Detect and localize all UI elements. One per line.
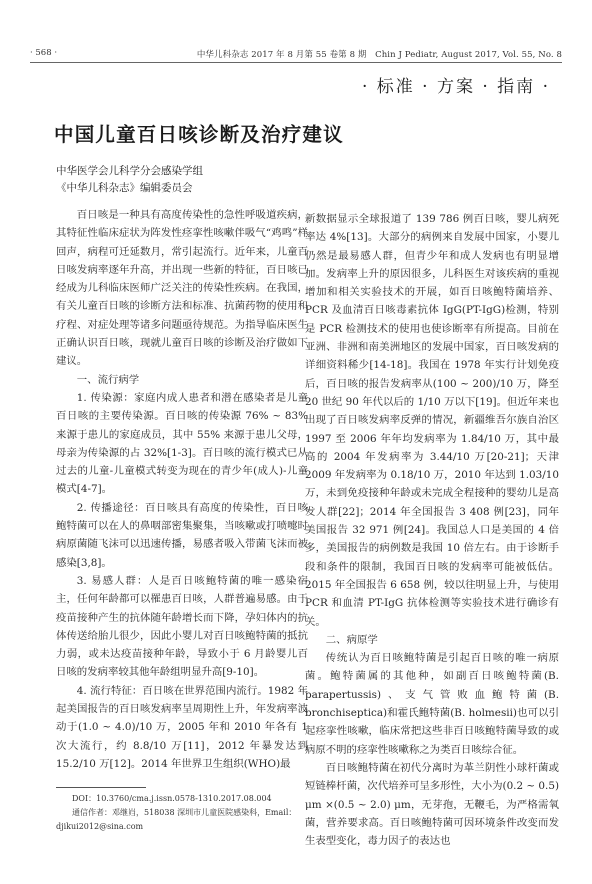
paragraph: 新数据显示全球报道了 139 786 例百日咳，婴儿病死率达 4%[13]。大部分的病例来自发展中国家，小婴儿仍然是最易感人群，但青少年和成人发病也有明显增加。发病率上升的原因很多，儿科医生对该疾病的重视增加和相关实验技术的开展，如百日咳鲍特菌培养、PCR 及血清百日咳毒素抗体 IgG(PT-IgG)检测，特别是 PCR 检测技术的使用也使诊断率有所提高。目前在亚洲、非洲和南美洲地区的发展中国家，百日咳发病的详细资料稀少[14-18]。我国在 1978 年实行计划免疫后，百日咳的报告发病率从(100 ~ 200)/10 万，降至 20 世纪 90 年代以后的 1/10 万以下[19]。但近年来也出现了百日咳发病率反弹的情况，新疆维吾尔族自治区 1997 至 2006 年年均发病率为 1.84/10 万，其中最高的 2004 年发病率为 3.44/10 万[20-21]；天津 2009 年发病率为 0.18/10 万，2010 年达到 1.03/10 万，未到免疫接种年龄或未完成全程接种的婴幼儿是高发人群[22]；2014 年全国报告 3 408 例[23]，同年美国报告 32 971 例[24]。我国总人口是美国的 4 倍多，美国报告的病例数是我国 10 倍左右。由于诊断手段和条件的限制，我国百日咳的发病率可能被低估。2015 年全国报告 6 658 例，较以往明显上升，与使用 PCR 和血清 PT-IgG 抗体检测等实验技术进行确诊有关。 [305, 213, 559, 628]
page-number: · 568 · [30, 48, 58, 58]
journal-citation: 中华儿科杂志 2017 年 8 月第 55 卷第 8 期 Chin J Pediatr, August 2017, Vol. 55, No. 8 [196, 50, 562, 60]
right-column [305, 210, 559, 850]
paragraph: 3. 易感人群：人是百日咳鲍特菌的唯一感染宿主，任何年龄都可以罹患百日咳，人群普遍易感。由于疫苗接种产生的抗体随年龄增长而下降，孕妇体内的抗体传送给胎儿很少，因此小婴儿对百日咳鲍特菌的抵抗力弱，或未达疫苗接种年龄，导致小于 6 月龄婴儿百日咳的发病率较其他年龄组明显升高[9-10]。 [56, 574, 308, 679]
section-heading: 一、流行病学 [76, 373, 140, 386]
author-line: 中华医学会儿科学分会感染学组 [56, 165, 203, 177]
author-line: 《中华儿科杂志》编辑委员会 [56, 182, 193, 194]
footnote-rule [56, 787, 146, 788]
paragraph: 4. 流行特征：百日咳在世界范围内流行。1982 年起美国报告的百日咳发病率呈周期性上升，年发病率波动于(1.0 ~ 4.0)/10 万，2005 年和 2010 年各有 1 次大流行，约 8.8/10 万[11]，2012 年暴发达到 15.2/10 万[12]。2014 年世界卫生组织(WHO)最 [56, 684, 308, 770]
paragraph: 百日咳是一种具有高度传染性的急性呼吸道疾病，其特征性临床症状为阵发性痉挛性咳嗽伴吸气“鸡鸣”样回声，病程可迁延数月，常引起流行。近年来，儿童百日咳发病率逐年升高，并出现一些新的特征，百日咳已经成为儿科临床医师广泛关注的传染性疾病。在我国，有关儿童百日咳的诊断方法和标准、抗菌药物的使用和疗程、对症处理等诸多问题亟待规范。为指导临床医生正确认识百日咳，现就儿童百日咳的诊断及治疗做如下建议。 [56, 209, 308, 368]
author-block [56, 163, 203, 197]
section-heading: 二、病原学 [325, 633, 378, 646]
paragraph: 1. 传染源：家庭内成人患者和潜在感染者是儿童百日咳的主要传染源。百日咳的传染源 76% ~ 83% 来源于患儿的家庭成员，其中 55% 来源于患儿父母，母亲为传染源的占 32%[1-3]。百日咳的流行模式已从过去的儿童-儿童模式转变为现在的青少年(成人)-儿童模式[4-7]。 [56, 391, 308, 496]
paragraph: 百日咳鲍特菌在初代分离时为革兰阴性小球杆菌或短链棒杆菌，次代培养可呈多形性，大小为(0.2 ~ 0.5) μm ×(0.5 ~ 2.0) μm，无芽孢，无鞭毛，为严格需氧菌，营养要求高。百日咳鲍特菌可因环境条件改变而发生表型变化，毒力因子的表达也 [305, 761, 559, 848]
paragraph: 2. 传播途径：百日咳具有高度的传染性，百日咳鲍特菌可以在人的鼻咽部密集聚集，当咳嗽或打喷嚏时病原菌随飞沫可以迅速传播，易感者吸入带菌飞沫而被感染[3,8]。 [56, 501, 308, 569]
article-title: 中国儿童百日咳诊断及治疗建议 [54, 123, 344, 146]
header-rule [30, 62, 562, 63]
left-column [56, 206, 308, 773]
correspondence-line: 通信作者：邓继岿，518038 深圳市儿童医院感染科，Email：djikui2012@sina.com [56, 808, 297, 831]
doi-line: DOI：10.3760/cma.j.issn.0578-1310.2017.08.004 [72, 794, 272, 803]
running-header [30, 46, 562, 62]
paragraph: 传统认为百日咳鲍特菌是引起百日咳的唯一病原菌。鲍特菌属的其他种，如副百日咳鲍特菌(B. parapertussis)、支气管败血鲍特菌(B. bronchiseptica)和霍氏鲍特菌(B. holmesii)也可以引起痉挛性咳嗽，临床常把这些非百日咳鲍特菌导致的或病原不明的痉挛性咳嗽称之为类百日咳综合征。 [305, 652, 559, 756]
section-tag: · 标准 · 方案 · 指南 · [361, 77, 550, 97]
footnote [56, 792, 308, 834]
